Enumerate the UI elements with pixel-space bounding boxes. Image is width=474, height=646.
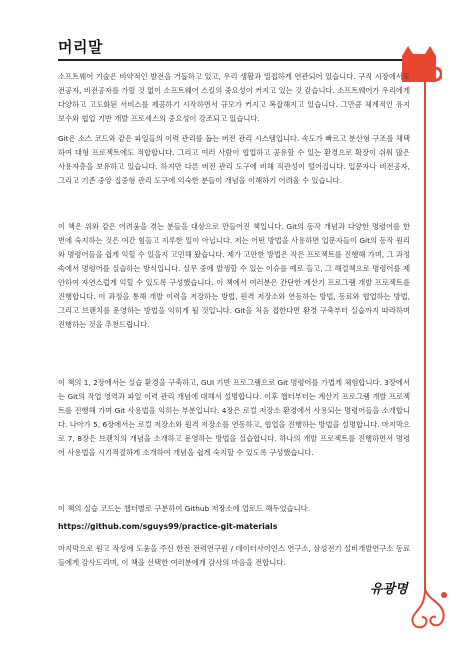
paragraph-intro: 소프트웨어 기술은 비약적인 발전을 거듭하고 있고, 우리 생활과 밀접하게 연관되어 있습니다. 구직 시장에서도 전공자, 비전공자를 가릴 것 없이 소프트웨어 스킬의 중요성이 커지고 있는 것 같습니다. 소프트웨어가 우리에게 다양하고 고도화된 서비스를 제공하기 시작하면서 규모가 커지고 복잡해지고 있습니다. 그만큼 체계적인 유지보수와 협업 기반 개발 프로세스의 중요성이 강조되고 있습니다.	[58, 72, 410, 124]
github-repo-link[interactable]: https://github.com/sguys99/practice-git-materials	[58, 522, 278, 531]
paragraph-book-approach: 이 책은 위와 같은 어려움을 겪는 분들을 대상으로 만들어진 책입니다. Git의 동작 개념과 다양한 명령어를 한 번에 숙지하는 것은 여간 힘들고 지루한 일이 아닙니다. 저는 어떤 방법을 사용하면 입문자들이 Git의 동작 원리와 명령어들을 쉽게 익힐 수 있을지 고민해 왔습니다. 제가 고안한 방법은 작은 프로젝트를 진행해 가며, 그 과정 속에서 명령어를 실습하는 방식입니다. 실무 중에 발생할 수 있는 이슈를 예로 들고, 그 해결책으로 명령어를 제안하여 자연스럽게 익힐 수 있도록 구성했습니다. 이 책에서 여러분은 간단한 계산기 프로그램 개발 프로젝트를 진행합니다. 이 과정을 통해 개발 이력을 저장하는 방법, 원격 저장소와 연동하는 방법, 동료와 협업하는 방법, 그리고 브랜치를 운영하는 방법을 익히게 될 것입니다. Git을 처음 접한다면 환경 구축부터 실습까지 따라하며 진행하는 것을 추천드립니다.	[58, 222, 410, 330]
paragraph-git-overview: Git은 소스 코드와 같은 파일들의 이력 관리를 돕는 버전 관리 시스템입니다. 속도가 빠르고 분산형 구조를 채택하여 대형 프로젝트에도 적합합니다. 그리고 여러 사람이 협업하고 공유할 수 있는 환경으로 확장이 쉬워 많은 사용자층을 보유하고 있습니다. 하지만 다른 버전 관리 도구에 비해 직관성이 떨어집니다. 입문자나 비전공자, 그리고 기존 중앙 집중형 관리 도구에 익숙한 분들이 개념을 이해하기 어려울 수 있습니다.	[58, 134, 410, 186]
title-underline	[58, 59, 410, 61]
author-signature: 유광명	[370, 582, 408, 597]
swirl-decoration-icon	[408, 575, 458, 635]
page-title: 머리말	[58, 38, 103, 56]
paragraph-code-location: 이 책의 실습 코드는 챕터별로 구분하여 Github 저장소에 업로드 해두었습니다.	[58, 504, 311, 513]
accent-margin-line	[424, 78, 426, 583]
paragraph-chapter-guide: 이 책의 1, 2장에서는 실습 환경을 구축하고, GUI 기반 프로그램으로 Git 명령어를 가볍게 체험합니다. 3장에서는 Git의 작업 영역과 파일 이력 관리 개념에 대해서 설명합니다. 이후 챕터부터는 계산기 프로그램 개발 프로젝트를 진행해 가며 Git 사용법을 익히는 부분입니다. 4장은 로컬 저장소 환경에서 사용되는 명령어들을 소개합니다. 나아가 5, 6장에서는 로컬 저장소와 원격 저장소를 연동하고, 협업을 진행하는 방법을 설명합니다. 마지막으로 7, 8장은 브랜치의 개념을 소개하고 운영하는 방법을 실습합니다. 하나의 개발 프로젝트를 진행하면서 명령어 사용법을 시기적절하게 소개하여 개념을 쉽게 숙지할 수 있도록 구성했습니다.	[58, 378, 410, 458]
paragraph-acknowledgements: 마지막으로 원고 작성에 도움을 주신 한전 전력연구원 / 데이터사이언스 연구소, 삼성전기 설비개발연구소 동료들에게 감사드리며, 이 책을 선택한 여러분에게 감사의 마음을 전합니다.	[58, 544, 410, 568]
